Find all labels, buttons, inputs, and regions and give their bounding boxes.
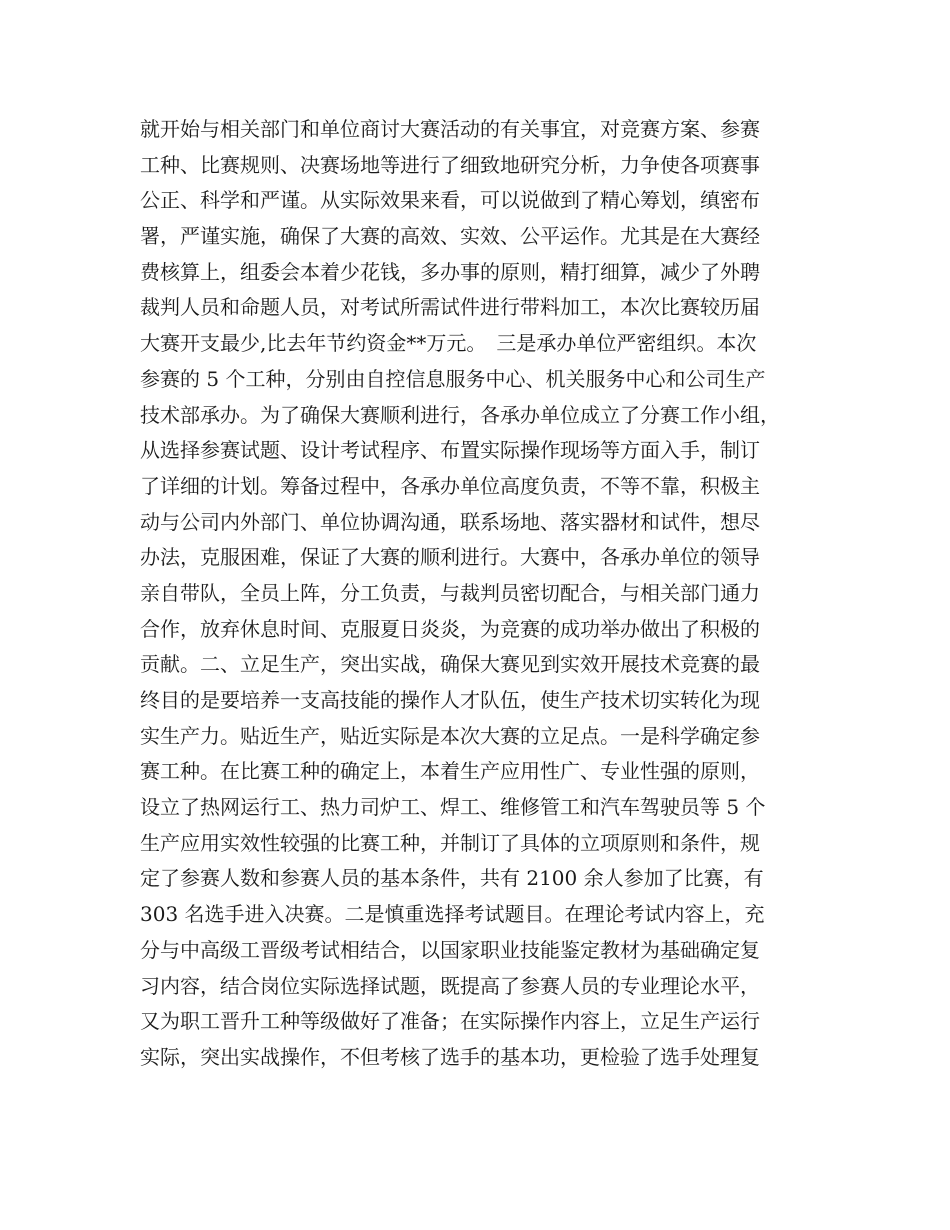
text-line: 分与中高级工晋级考试相结合，以国家职业技能鉴定教材为基础确定复 xyxy=(140,937,760,962)
text-line: 定了参赛人数和参赛人员的基本条件，共有 2100 余人参加了比赛，有 xyxy=(140,866,764,891)
text-line: 就开始与相关部门和单位商讨大赛活动的有关事宜，对竞赛方案、参赛 xyxy=(140,117,760,141)
text-line: 工种、比赛规则、决赛场地等进行了细致地研究分析，力争使各项赛事 xyxy=(140,152,760,177)
text-line: 办法，克服困难，保证了大赛的顺利进行。大赛中，各承办单位的领导 xyxy=(140,545,760,570)
text-line: 动与公司内外部门、单位协调沟通，联系场地、落实器材和试件，想尽 xyxy=(140,509,760,534)
text-line: 了详细的计划。筹备过程中，各承办单位高度负责，不等不靠，积极主 xyxy=(140,473,760,498)
text-line: 技术部承办。为了确保大赛顺利进行，各承办单位成立了分赛工作小组， xyxy=(140,402,780,427)
text-line: 署，严谨实施，确保了大赛的高效、实效、公平运作。尤其是在大赛经 xyxy=(140,224,760,249)
text-line: 又为职工晋升工种等级做好了准备；在实际操作内容上，立足生产运行 xyxy=(140,1009,760,1034)
text-line: 实生产力。贴近生产，贴近实际是本次大赛的立足点。一是科学确定参 xyxy=(140,723,760,748)
text-line: 大赛开支最少,比去年节约资金**万元。 三是承办单位严密组织。本次 xyxy=(140,331,757,356)
text-line: 实际，突出实战操作，不但考核了选手的基本功，更检验了选手处理复 xyxy=(140,1044,760,1069)
text-line: 303 名选手进入决赛。二是慎重选择考试题目。在理论考试内容上，充 xyxy=(140,902,765,927)
text-line: 亲自带队，全员上阵，分工负责，与裁判员密切配合，与相关部门通力 xyxy=(140,580,760,605)
text-line: 终目的是要培养一支高技能的操作人才队伍，使生产技术切实转化为现 xyxy=(140,688,760,712)
text-line: 贡献。二、立足生产，突出实战，确保大赛见到实效开展技术竞赛的最 xyxy=(140,652,760,677)
text-line: 设立了热网运行工、热力司炉工、焊工、维修管工和汽车驾驶员等 5 个 xyxy=(140,795,766,820)
text-line: 生产应用实效性较强的比赛工种，并制订了具体的立项原则和条件，规 xyxy=(140,830,760,855)
text-line: 习内容，结合岗位实际选择试题，既提高了参赛人员的专业理论水平， xyxy=(140,973,760,998)
text-line: 从选择参赛试题、设计考试程序、布置实际操作现场等方面入手，制订 xyxy=(140,438,760,463)
text-line: 赛工种。在比赛工种的确定上，本着生产应用性广、专业性强的原则， xyxy=(140,759,760,784)
text-line: 费核算上，组委会本着少花钱，多办事的原则，精打细算，减少了外聘 xyxy=(140,259,760,284)
body-text xyxy=(140,112,820,1076)
text-line: 合作，放弃休息时间、克服夏日炎炎，为竞赛的成功举办做出了积极的 xyxy=(140,616,760,641)
text-line: 裁判人员和命题人员，对考试所需试件进行带料加工，本次比赛较历届 xyxy=(140,295,760,320)
text-line: 参赛的 5 个工种，分别由自控信息服务中心、机关服务中心和公司生产 xyxy=(140,366,766,391)
text-line: 公正、科学和严谨。从实际效果来看，可以说做到了精心筹划，缜密布 xyxy=(140,188,760,213)
